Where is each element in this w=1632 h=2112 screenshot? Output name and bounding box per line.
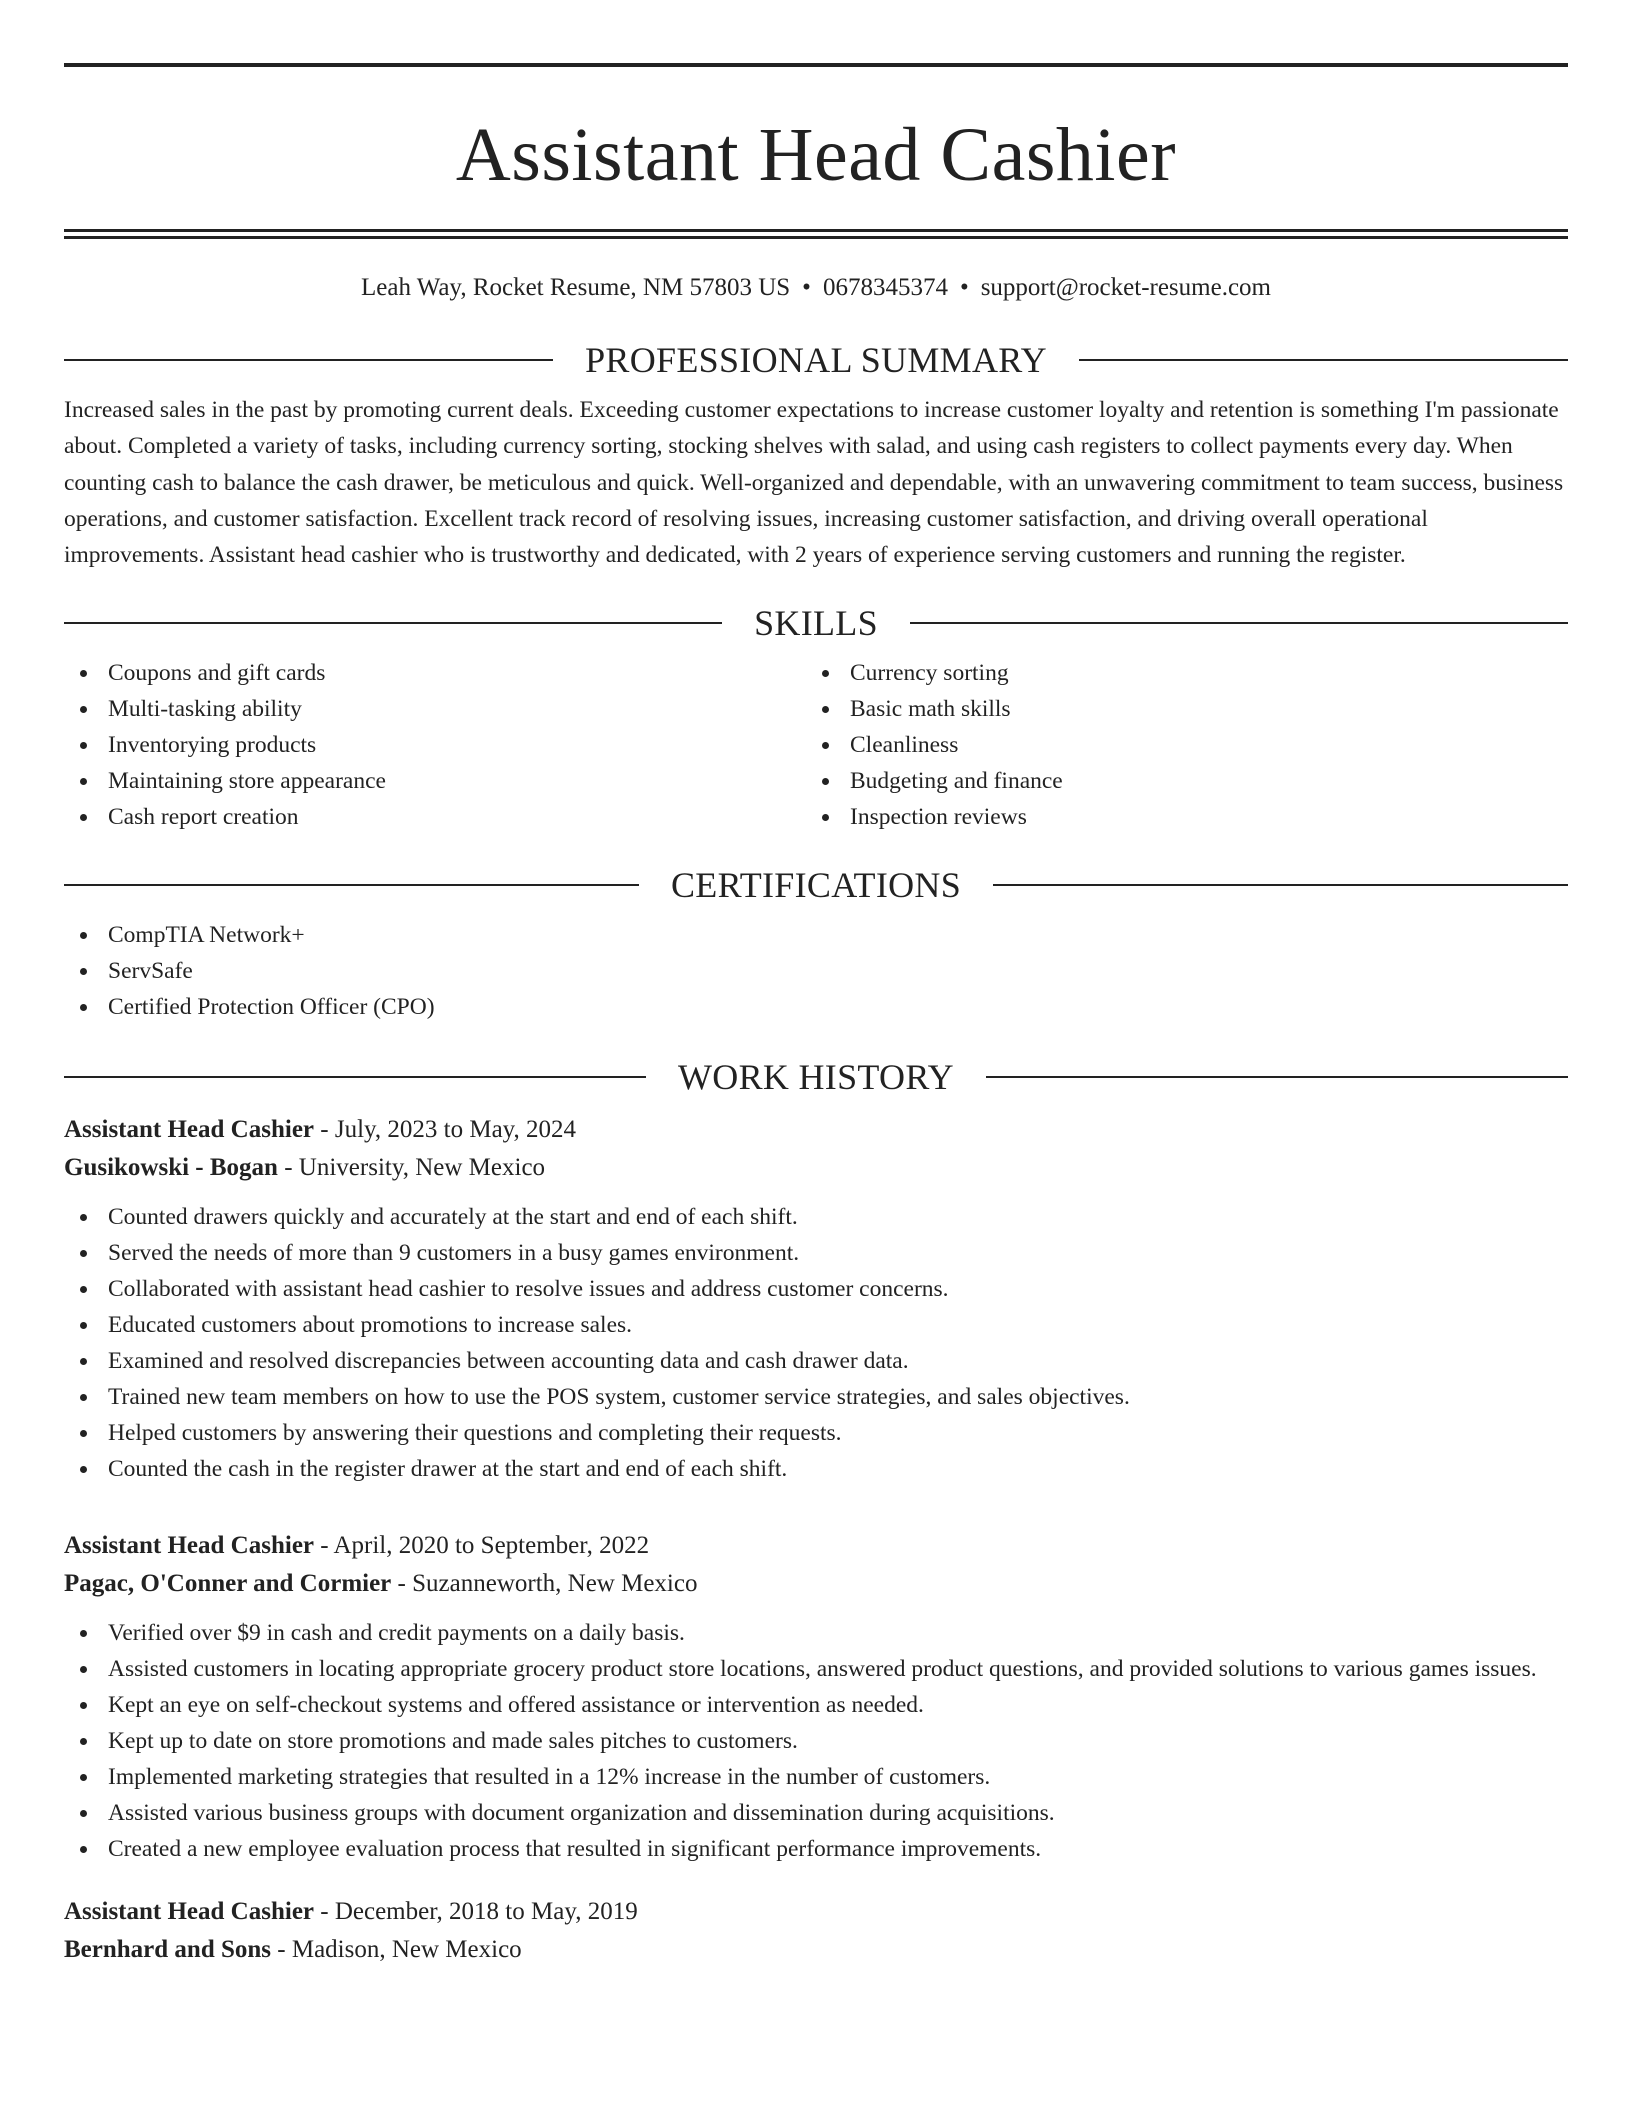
heading-rule-left — [64, 359, 553, 361]
heading-rule-right — [993, 884, 1568, 886]
job-bullet: Kept up to date on store promotions and made sales pitches to customers. — [64, 1723, 1568, 1759]
job-bullet: Assisted various business groups with document organization and dissemination during acquisitions. — [64, 1795, 1568, 1831]
job-dates: - December, 2018 to May, 2019 — [320, 1898, 638, 1926]
job-dates: - July, 2023 to May, 2024 — [320, 1116, 577, 1144]
certification-item: Certified Protection Officer (CPO) — [64, 989, 1568, 1025]
section-title: SKILLS — [754, 603, 878, 644]
section-title: WORK HISTORY — [678, 1057, 954, 1098]
job-company-line — [64, 1565, 1568, 1603]
skill-item: Inspection reviews — [806, 799, 1548, 835]
contact-address: Leah Way, Rocket Resume, NM 57803 US — [360, 274, 791, 301]
skills-column-right — [806, 655, 1548, 835]
job-bullet: Assisted customers in locating appropriate grocery product store locations, answered product questions, and provided solutions to various games issues. — [64, 1651, 1568, 1687]
job-title-line — [64, 1527, 1568, 1565]
job-bullet: Collaborated with assistant head cashier to resolve issues and address customer concerns. — [64, 1271, 1568, 1307]
job-entry — [64, 1893, 1568, 1969]
skill-item: Cash report creation — [64, 799, 806, 835]
job-company-line — [64, 1931, 1568, 1969]
job-title: Assistant Head Cashier — [64, 1898, 315, 1926]
contact-phone: 0678345374 — [822, 274, 948, 301]
job-bullet: Educated customers about promotions to increase sales. — [64, 1307, 1568, 1343]
job-bullet: Trained new team members on how to use the POS system, customer service strategies, and sales objectives. — [64, 1379, 1568, 1415]
job-location: - University, New Mexico — [284, 1154, 546, 1182]
certification-item: ServSafe — [64, 953, 1568, 989]
job-title: Assistant Head Cashier — [64, 1532, 315, 1560]
job-location: - Madison, New Mexico — [277, 1936, 522, 1964]
heading-rule-right — [1079, 359, 1568, 361]
section-heading-summary — [64, 338, 1568, 382]
heading-rule-left — [64, 622, 722, 624]
job-dates: - April, 2020 to September, 2022 — [320, 1532, 650, 1560]
resume-title: Assistant Head Cashier — [455, 113, 1177, 197]
skill-item: Inventorying products — [64, 727, 806, 763]
section-title: PROFESSIONAL SUMMARY — [585, 340, 1047, 380]
job-bullet: Served the needs of more than 9 customers in a busy games environment. — [64, 1235, 1568, 1271]
job-bullet: Implemented marketing strategies that resulted in a 12% increase in the number of customers. — [64, 1759, 1568, 1795]
section-heading-certifications — [64, 863, 1568, 907]
job-title: Assistant Head Cashier — [64, 1116, 315, 1144]
skills-column-left — [64, 655, 806, 835]
job-bullets — [64, 1615, 1568, 1867]
job-company: Pagac, O'Conner and Cormier — [64, 1570, 392, 1598]
section-heading-work-history — [64, 1055, 1568, 1099]
contact-line — [64, 272, 1568, 304]
job-entry — [64, 1527, 1568, 1867]
job-bullet: Verified over $9 in cash and credit payments on a daily basis. — [64, 1615, 1568, 1651]
heading-rule-left — [64, 1076, 646, 1078]
skill-item: Basic math skills — [806, 691, 1548, 727]
certification-item: CompTIA Network+ — [64, 917, 1568, 953]
section-heading-skills — [64, 601, 1568, 645]
job-location: - Suzanneworth, New Mexico — [397, 1570, 698, 1598]
job-company: Bernhard and Sons — [64, 1936, 272, 1964]
job-company-line — [64, 1149, 1568, 1187]
job-title-line — [64, 1111, 1568, 1149]
job-bullet: Counted the cash in the register drawer at the start and end of each shift. — [64, 1451, 1568, 1487]
job-bullet: Kept an eye on self-checkout systems and offered assistance or intervention as needed. — [64, 1687, 1568, 1723]
skill-item: Cleanliness — [806, 727, 1548, 763]
contact-separator: • — [802, 274, 811, 301]
section-title: CERTIFICATIONS — [670, 865, 962, 906]
contact-email: support@rocket-resume.com — [980, 274, 1271, 301]
job-bullet: Helped customers by answering their questions and completing their requests. — [64, 1415, 1568, 1451]
resume-page — [64, 0, 1568, 1969]
contact-separator: • — [959, 274, 969, 301]
skill-item: Currency sorting — [806, 655, 1548, 691]
job-bullets — [64, 1199, 1568, 1487]
summary-text: Increased sales in the past by promoting current deals. Exceeding customer expectations to increase customer loyalty and retention is something I'm passionate about. Completed a variety of tasks, including currency sorting, stocking shelves with salad, and using cash registers to collect payments every day. When counting cash to balance the cash drawer, be meticulous and quick. Well-organized and dependable, with an unwavering commitment to team success, business operations, and customer satisfaction. Excellent track record of resolving issues, increasing customer satisfaction, and driving overall operational improvements. Assistant head cashier who is trustworthy and dedicated, with 2 years of experience serving customers and running the register. — [64, 397, 1564, 569]
job-bullet: Examined and resolved discrepancies between accounting data and cash drawer data. — [64, 1343, 1568, 1379]
heading-rule-left — [64, 884, 639, 886]
heading-rule-right — [986, 1076, 1568, 1078]
top-rule — [64, 63, 1568, 67]
skill-item: Multi-tasking ability — [64, 691, 806, 727]
job-bullet: Counted drawers quickly and accurately at the start and end of each shift. — [64, 1199, 1568, 1235]
job-company: Gusikowski - Bogan — [64, 1154, 278, 1182]
certifications-list — [64, 917, 1568, 1025]
job-title-line — [64, 1893, 1568, 1931]
skill-item: Coupons and gift cards — [64, 655, 806, 691]
skills-list — [64, 655, 1568, 835]
job-bullet: Created a new employee evaluation process that resulted in significant performance improvements. — [64, 1831, 1568, 1867]
skill-item: Maintaining store appearance — [64, 763, 806, 799]
skill-item: Budgeting and finance — [806, 763, 1548, 799]
job-entry — [64, 1111, 1568, 1487]
title-double-rule — [64, 229, 1568, 239]
heading-rule-right — [910, 622, 1568, 624]
